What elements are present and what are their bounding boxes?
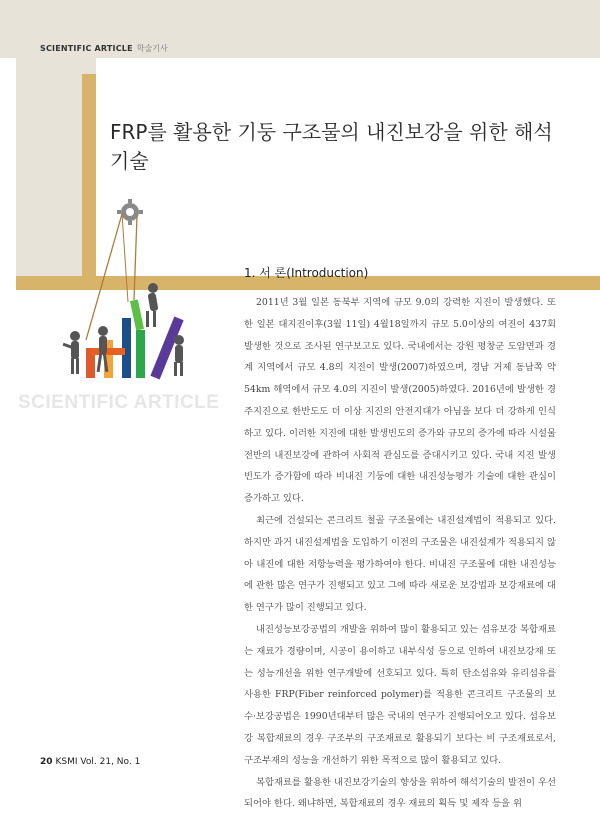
section-heading: 1. 서 론(Introduction)	[244, 266, 369, 280]
body-text	[244, 292, 556, 815]
watermark-text: SCIENTIFIC ARTICLE	[18, 392, 220, 413]
header-sublabel: 학술기사	[136, 44, 168, 53]
journal-info: KSMI Vol. 21, No. 1	[55, 757, 141, 767]
page-footer	[40, 757, 140, 767]
paragraph: 최근에 건설되는 콘크리트 철골 구조물에는 내진설계법이 적용되고 있다. 하지만 과거 내진설계법을 도입하기 이전의 구조물은 내진설계가 적용되지 않아 내진에 대한 저항능력을 평가하여야 한다. 비내진 구조물에 대한 내진성능에 관한 많은 연구가 진행되고 있고 그에 따라 새로운 보강법과 보강재료에 대한 연구가 많이 진행되고 있다.	[244, 514, 556, 614]
running-header	[40, 43, 168, 54]
paragraph: 복합재료를 활용한 내진보강기술의 향상을 위하여 해석기술의 발전이 우선 되어야 한다. 왜냐하면, 복합재료의 경우 재료의 획득 및 제작 등을 위	[244, 776, 556, 810]
article-title: FRP를 활용한 기둥 구조물의 내진보강을 위한 해석 기술	[110, 120, 553, 173]
paragraph: 2011년 3월 일본 동북부 지역에 규모 9.0의 강력한 지진이 발생했다. 또한 일본 대지진이후(3월 11일) 4월18일까지 규모 5.0이상의 여진이 437회 발생한 것으로 조사된 연구보고도 있다. 국내에서는 강원 평창군 도암면과 경계 지역에서 규모 4.8의 지진이 발생(2007)하였으며, 경남 거제 동남쪽 약 54km 해역에서 규모 4.0의 지진이 발생(2005)하였다. 2016년에 발생한 경주지진으로 한반도도 더 이상 지진의 안전지대가 아님을 보다 더 강하게 인식하고 있다. 이러한 지진에 대한 발생빈도의 증가와 규모의 증가에 따라 시설물 전반의 내진보강에 관하여 사회적 관심도를 증대시키고 있다. 국내 지진 발생빈도가 증가함에 따라 비내진 기둥에 대한 내진성능평가 기술에 대한 관심이 증가하고 있다.	[244, 297, 556, 505]
header-label: SCIENTIFIC ARTICLE	[40, 44, 133, 53]
page-number: 20	[40, 757, 53, 767]
gear-icon	[117, 199, 143, 225]
paragraph: 내진성능보강공법의 개발을 위하여 많이 활용되고 있는 섬유보강 복합재료는 재료가 경량이며, 시공이 용이하고 내부식성 등으로 인하여 내진보강재 또는 성능개선을 위한 연구개발에 선호되고 있다. 특히 탄소섬유와 유리섬유를 사용한 FRP(Fiber reinforced polymer)를 적용한 콘크리트 구조물의 보수·보강공법은 1990년대부터 많은 국내의 연구가 진행되어오고 있다. 섬유보강 복합재료의 경우 구조부의 구조재료로 활용되기 보다는 비 구조재료로서, 구조부재의 성능을 개선하기 위한 목적으로 많이 활용되고 있다.	[244, 623, 556, 766]
illustration	[16, 190, 226, 390]
